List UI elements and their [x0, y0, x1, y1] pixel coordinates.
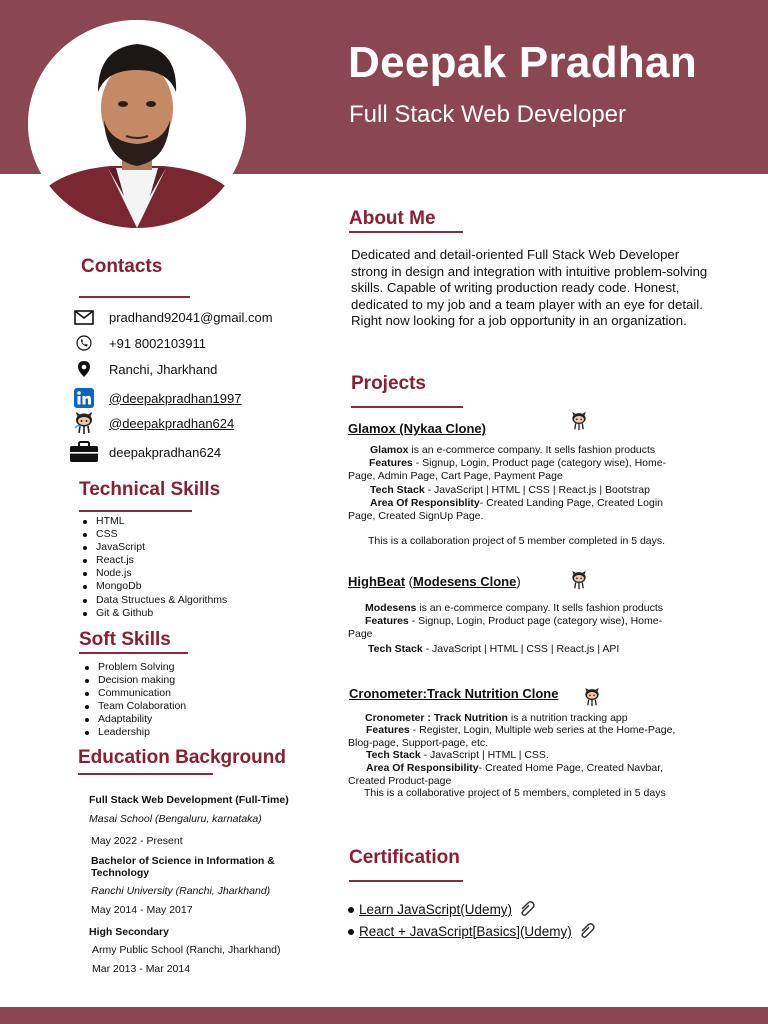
person-name: Deepak Pradhan	[348, 38, 698, 87]
edu-3-period: Mar 2013 - Mar 2014	[92, 963, 191, 975]
soft-skill-item: Leadership	[82, 726, 186, 739]
project-line-label: Tech Stack	[366, 749, 421, 761]
project-1-title[interactable]	[348, 421, 486, 436]
project-line-label: Area Of Responsiblity	[370, 497, 480, 509]
contacts-rule	[79, 296, 190, 298]
technical-skill-item: React.js	[80, 554, 227, 567]
soft-skills-list	[82, 661, 186, 740]
technical-skill-item: JavaScript	[80, 541, 227, 554]
project-line-label: Tech Stack	[368, 643, 423, 655]
project-2-name[interactable]: HighBeat	[348, 574, 406, 589]
project-2-line	[368, 643, 619, 656]
linkedin-handle[interactable]: @deepakpradhan1997	[109, 390, 242, 406]
contact-location	[68, 357, 217, 381]
project-3-title[interactable]	[349, 686, 558, 701]
project-1-line	[370, 497, 663, 510]
project-line-text: is a nutrition tracking app	[507, 712, 628, 724]
edu-1-period: May 2022 - Present	[91, 835, 183, 847]
technical-skill-item: Git & Github	[80, 607, 227, 620]
github-octocat-icon[interactable]	[569, 570, 589, 595]
project-line-text: This is a collaborative project of 5 members, completed in 5 days	[364, 787, 666, 799]
soft-skill-item: Problem Solving	[82, 661, 186, 674]
portfolio-text: deepakpradhan624	[109, 444, 222, 460]
project-2-paren-open: (	[405, 574, 414, 589]
soft-skill-item: Communication	[82, 687, 186, 700]
edu-2-degree-line2: Technology	[91, 867, 150, 879]
projects-heading: Projects	[351, 373, 426, 394]
project-line-text: - Signup, Login, Product page (category wise), Home-	[408, 615, 663, 627]
certification-rule	[349, 880, 463, 882]
certification-heading: Certification	[349, 847, 460, 868]
edu-3-school: Army Public School (Ranchi, Jharkhand)	[92, 944, 281, 956]
contacts-heading: Contacts	[81, 256, 163, 277]
technical-skill-item: HTML	[80, 515, 227, 528]
footer-band	[0, 1007, 768, 1024]
project-1-line	[370, 484, 650, 497]
edu-1-degree: Full Stack Web Development (Full-Time)	[89, 794, 289, 806]
about-heading: About Me	[349, 208, 436, 229]
edu-3-degree: High Secondary	[89, 926, 169, 938]
contact-linkedin[interactable]	[68, 386, 241, 410]
phone-icon	[68, 332, 100, 354]
project-line-label: Features	[365, 615, 409, 627]
projects-rule	[351, 406, 463, 408]
technical-skill-item: Node.js	[80, 567, 227, 580]
github-handle[interactable]: @deepakpradhan624	[109, 415, 235, 431]
project-line-label: Features	[369, 457, 413, 469]
certificate-2[interactable]	[348, 921, 596, 942]
project-line-label: Cronometer : Track Nutrition	[365, 712, 508, 724]
github-octocat-icon[interactable]	[582, 687, 602, 712]
soft-skill-item: Adaptability	[82, 713, 186, 726]
contact-portfolio[interactable]	[68, 440, 221, 464]
project-line-text: - Created Home Page, Created Navbar,	[478, 762, 664, 774]
profile-photo	[28, 20, 246, 228]
project-2-line	[348, 628, 373, 641]
project-1-line	[348, 510, 483, 523]
project-1-line	[370, 444, 655, 457]
technical-skills-heading: Technical Skills	[79, 479, 221, 500]
linkedin-icon	[68, 387, 100, 409]
bullet-dot	[348, 929, 354, 935]
project-line-text: is an e-commerce company. It sells fashion products	[416, 602, 664, 614]
briefcase-icon	[68, 441, 100, 463]
project-line-text: - JavaScript | HTML | CSS.	[420, 749, 549, 761]
paperclip-icon	[578, 921, 596, 942]
project-2-line	[365, 615, 662, 628]
project-line-label: Modesens	[365, 602, 417, 614]
technical-skill-item: Data Structues & Algorithms	[80, 594, 227, 607]
project-3-title-text[interactable]: Cronometer:Track Nutrition Clone	[349, 686, 559, 701]
bullet-dot	[348, 907, 354, 913]
project-1-line	[348, 470, 563, 483]
map-pin-icon	[68, 358, 100, 380]
project-2-line	[365, 602, 663, 615]
project-line-text: - Register, Login, Multiple web series at the Home-Page,	[409, 724, 676, 736]
location-text: Ranchi, Jharkhand	[109, 361, 218, 377]
project-3-line	[364, 787, 666, 800]
technical-skills-list	[80, 515, 227, 620]
project-line-text: This is a collaboration project of 5 member completed in 5 days.	[368, 535, 666, 547]
project-line-label: Glamox	[370, 444, 409, 456]
project-line-text: Page, Admin Page, Cart Page, Payment Page	[348, 470, 563, 482]
project-line-label: Area Of Responsibility	[366, 762, 479, 774]
education-heading: Education Background	[78, 747, 286, 768]
project-line-text: - Created Landing Page, Created Login	[479, 497, 663, 509]
paperclip-icon	[518, 899, 536, 920]
project-2-paren-close: )	[516, 574, 521, 589]
contact-github[interactable]	[68, 411, 234, 435]
technical-skills-rule	[79, 510, 192, 512]
project-line-label: Tech Stack	[370, 484, 425, 496]
job-title: Full Stack Web Developer	[349, 101, 627, 128]
project-3-line	[366, 749, 549, 762]
project-line-text: - Signup, Login, Product page (category wise), Home-	[412, 457, 667, 469]
soft-skills-rule	[79, 652, 188, 654]
about-text: Dedicated and detail-oriented Full Stack Web Developer strong in design and integration with intuitive problem-solving skills. Capable of writing production ready code. Honest, dedicated to my job and a team player with an eye for detail. Right now looking for a job opportunity in an organization.	[351, 247, 708, 329]
technical-skill-item: CSS	[80, 528, 227, 541]
project-line-text: - JavaScript | HTML | CSS | React.js | API	[422, 643, 620, 655]
project-line-text: Page, Created SignUp Page.	[348, 510, 484, 522]
about-rule	[349, 231, 463, 233]
project-line-text: Page	[348, 628, 373, 640]
education-rule	[78, 773, 213, 775]
project-line-label: Features	[366, 724, 410, 736]
project-3-line	[366, 724, 675, 737]
project-1-line	[368, 535, 665, 548]
github-octocat-icon[interactable]	[569, 411, 589, 436]
envelope-icon	[68, 306, 100, 328]
certificate-1[interactable]	[348, 899, 536, 920]
project-1-title-text[interactable]: Glamox (Nykaa Clone)	[348, 421, 486, 436]
certificate-1-link[interactable]: Learn JavaScript(Udemy)	[359, 902, 513, 917]
email-text: pradhand92041@gmail.com	[109, 309, 273, 325]
soft-skill-item: Team Colaboration	[82, 700, 186, 713]
github-octocat-icon	[68, 412, 100, 434]
project-2-title[interactable]	[348, 574, 521, 589]
edu-2-school: Ranchi University (Ranchi, Jharkhand)	[91, 885, 271, 897]
soft-skill-item: Decision making	[82, 674, 186, 687]
phone-text: +91 8002103911	[109, 335, 206, 351]
project-1-line	[369, 457, 666, 470]
certificate-2-link[interactable]: React + JavaScript[Basics](Udemy)	[359, 924, 572, 939]
soft-skills-heading: Soft Skills	[79, 629, 171, 650]
contact-email[interactable]	[68, 305, 273, 329]
edu-2-period: May 2014 - May 2017	[91, 904, 193, 916]
project-3-line	[366, 762, 663, 775]
technical-skill-item: MongoDb	[80, 580, 227, 593]
project-line-text: - JavaScript | HTML | CSS | React.js | Bootstrap	[424, 484, 650, 496]
contact-phone[interactable]	[68, 331, 206, 355]
project-line-text: Blog-page, Support-page, etc.	[348, 737, 489, 749]
edu-2-degree-line1: Bachelor of Science in Information &	[91, 855, 275, 867]
project-line-text: is an e-commerce company. It sells fashion products	[408, 444, 656, 456]
project-2-clone-name[interactable]: Modesens Clone	[413, 574, 517, 589]
project-line-text: Created Product-page	[348, 775, 452, 787]
edu-1-school: Masai School (Bengaluru, karnataka)	[89, 813, 262, 825]
